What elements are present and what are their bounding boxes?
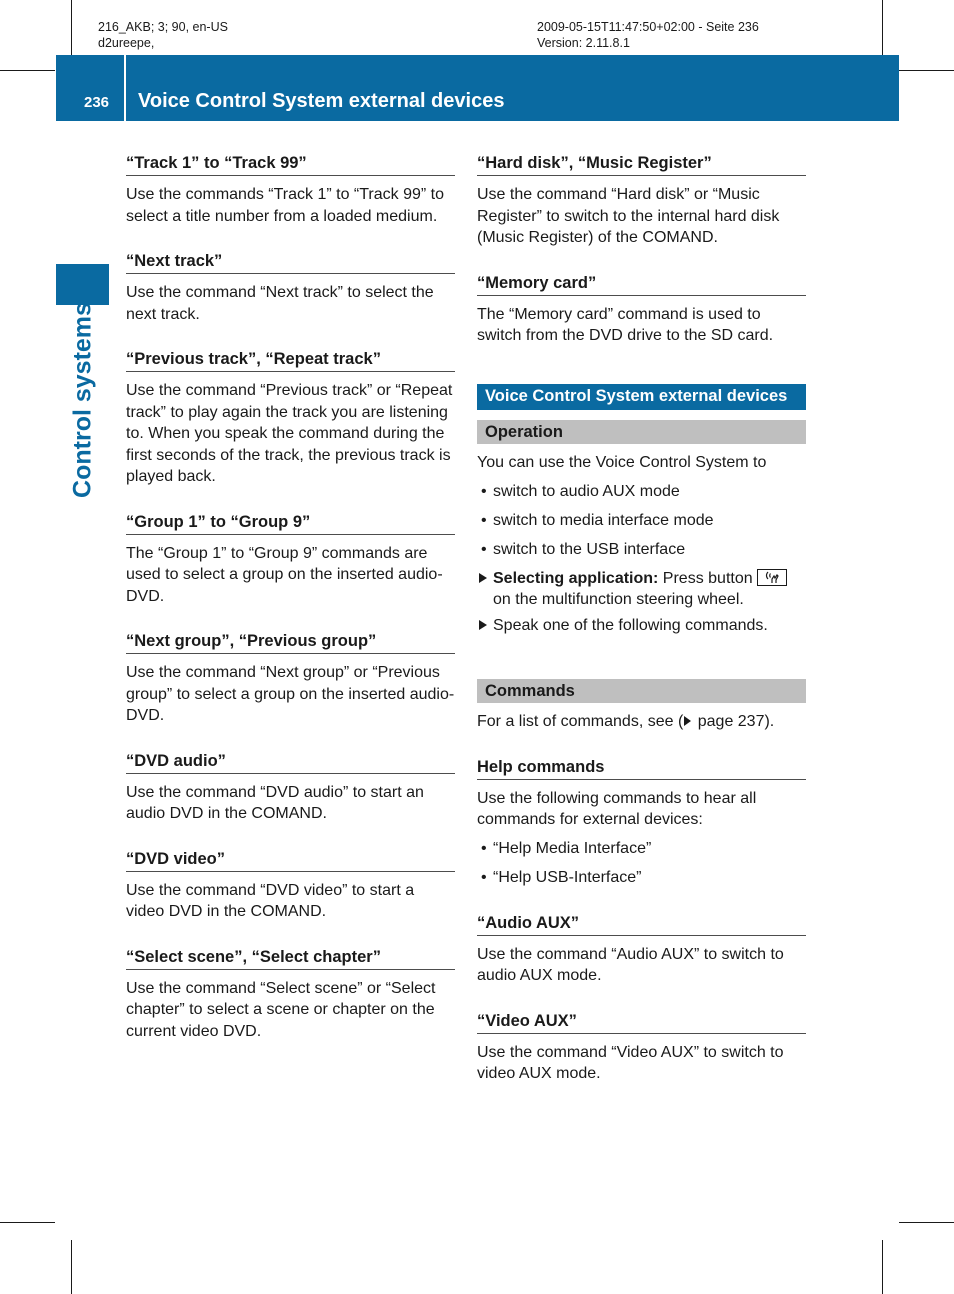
list-item-text: switch to media interface mode — [493, 511, 714, 529]
section-text: Use the command “Next group” or “Previous group” to select a group on the inserted audio-DVD. — [126, 664, 455, 724]
section-select-scene — [126, 945, 455, 1043]
section-text: Use the command “Audio AUX” to switch to audio AUX mode. — [477, 945, 784, 984]
list-item — [477, 539, 806, 561]
section-heading: “Previous track”, “Repeat track” — [126, 347, 455, 372]
page-title: Voice Control System external devices — [138, 90, 505, 112]
meta-line: d2ureepe, — [98, 36, 155, 50]
chapter-tab — [56, 264, 109, 305]
section-group — [126, 510, 455, 608]
section-help-commands — [477, 755, 806, 889]
section-text: Use the command “DVD audio” to start an audio DVD in the COMAND. — [126, 783, 424, 822]
section-heading: “Select scene”, “Select chapter” — [126, 945, 455, 970]
section-heading: “DVD audio” — [126, 749, 455, 774]
page-reference-triangle-icon — [684, 716, 691, 726]
list-item-text: switch to audio AUX mode — [493, 482, 680, 500]
list-item-text: switch to the USB interface — [493, 540, 686, 558]
header-divider — [124, 55, 126, 121]
right-column — [477, 151, 806, 1107]
section-heading: “Next group”, “Previous group” — [126, 629, 455, 654]
page-header — [56, 55, 899, 121]
operation-title-bar: Operation — [477, 420, 806, 444]
meta-line: 216_AKB; 3; 90, en-US — [98, 20, 228, 34]
step-arrow-icon — [479, 573, 487, 583]
crop-mark — [0, 1222, 55, 1223]
section-text: Use the command “Video AUX” to switch to video AUX mode. — [477, 1043, 784, 1082]
list-item — [477, 867, 806, 889]
section-text: Use the command “Next track” to select the next track. — [126, 284, 434, 323]
section-heading: “Video AUX” — [477, 1009, 806, 1034]
crop-mark — [899, 70, 954, 71]
list-item — [477, 510, 806, 532]
list-item-text: “Help Media Interface” — [493, 840, 652, 857]
list-item — [477, 481, 806, 503]
step-item — [477, 568, 806, 611]
chapter-label: Control systems — [68, 302, 97, 498]
section-text: Use the command “Select scene” or “Select chapter” to select a scene or chapter on the current video DVD. — [126, 979, 436, 1040]
step-text: Speak one of the following commands. — [493, 616, 768, 634]
left-column — [126, 151, 455, 1064]
bullet-icon: • — [481, 482, 487, 500]
section-hard-disk — [477, 151, 806, 249]
section-heading: “Next track” — [126, 249, 455, 274]
spacer — [477, 410, 806, 420]
section-heading: “Group 1” to “Group 9” — [126, 510, 455, 535]
step-text: on the multifunction steering wheel. — [493, 591, 744, 608]
crop-mark — [882, 0, 883, 55]
section-heading: “Hard disk”, “Music Register” — [477, 151, 806, 176]
section-heading: “DVD video” — [126, 847, 455, 872]
meta-line: Version: 2.11.8.1 — [537, 36, 630, 50]
meta-line: 2009-05-15T11:47:50+02:00 - Seite 236 — [537, 20, 759, 34]
operation-intro: You can use the Voice Control System to — [477, 453, 767, 471]
page-number: 236 — [84, 94, 110, 111]
step-text: Press button — [658, 569, 753, 587]
section-previous-track — [126, 347, 455, 488]
crop-mark — [882, 1240, 883, 1294]
section-heading: “Track 1” to “Track 99” — [126, 151, 455, 176]
section-next-group — [126, 629, 455, 727]
list-item-text: “Help USB-Interface” — [493, 869, 642, 886]
section-track — [126, 151, 455, 227]
step-label: Selecting application: — [493, 569, 659, 587]
section-text: Use the command “Hard disk” or “Music Register” to switch to the internal hard disk (Music Register) of the COMAND. — [477, 186, 780, 246]
section-title-bar: Voice Control System external devices — [477, 384, 806, 410]
section-audio-aux — [477, 911, 806, 987]
section-text: The “Group 1” to “Group 9” commands are used to select a group on the inserted audio-DVD. — [126, 544, 443, 605]
section-text: Use the commands “Track 1” to “Track 99” to select a title number from a loaded medium. — [126, 186, 445, 225]
commands-text — [477, 711, 806, 733]
print-meta-right — [537, 19, 759, 51]
crop-mark — [71, 1240, 72, 1294]
section-next-track — [126, 249, 455, 325]
crop-mark — [0, 70, 55, 71]
section-text: Use the command “DVD video” to start a video DVD in the COMAND. — [126, 881, 415, 920]
list-item — [477, 838, 806, 860]
print-meta-left — [98, 19, 228, 51]
crop-mark — [899, 1222, 954, 1223]
commands-title-bar: Commands — [477, 679, 806, 703]
section-text: Use the following commands to hear all commands for external devices: — [477, 789, 757, 828]
section-heading: “Memory card” — [477, 271, 806, 296]
commands-text-pre: For a list of commands, see ( — [477, 713, 684, 730]
bullet-icon: • — [481, 511, 487, 529]
section-dvd-audio — [126, 749, 455, 825]
section-heading: Help commands — [477, 755, 806, 780]
bullet-icon: • — [481, 540, 487, 558]
section-text: The “Memory card” command is used to switch from the DVD drive to the SD card. — [477, 305, 774, 344]
crop-mark — [71, 0, 72, 55]
section-dvd-video — [126, 847, 455, 923]
section-video-aux — [477, 1009, 806, 1085]
voice-control-button-icon — [757, 569, 787, 586]
step-arrow-icon — [479, 620, 487, 630]
bullet-icon: • — [481, 840, 487, 857]
section-memory-card — [477, 271, 806, 347]
section-heading: “Audio AUX” — [477, 911, 806, 936]
section-text: Use the command “Previous track” or “Repeat track” to play again the track you are listening to. When you speak the command during the first seconds of the track, the previous track is played back. — [126, 382, 453, 485]
bullet-icon: • — [481, 869, 487, 886]
commands-text-post: page 237). — [693, 713, 775, 730]
step-item — [477, 615, 806, 637]
